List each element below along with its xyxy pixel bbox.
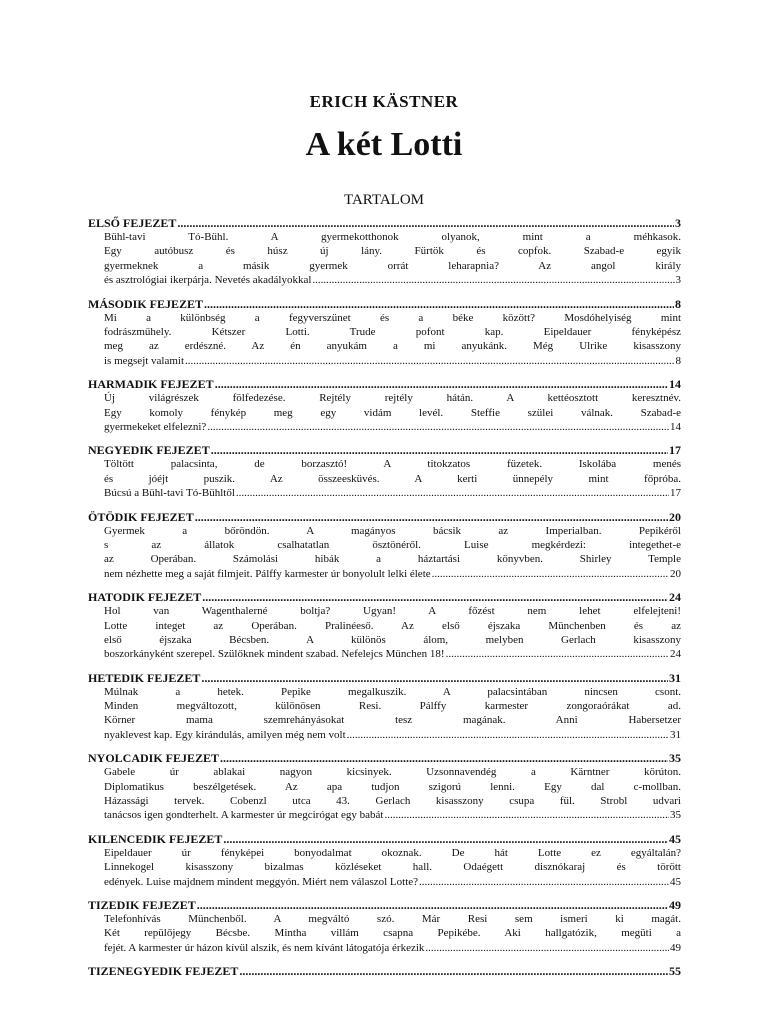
dot-leader	[385, 808, 670, 822]
dot-leader	[204, 297, 674, 311]
chapter-page-number: 24	[669, 590, 681, 605]
table-of-contents	[88, 216, 681, 987]
summary-last-line	[104, 273, 681, 287]
toc-chapter-entry	[88, 671, 681, 743]
summary-line: Egy autóbusz és húsz új lány. Fürtök és copfok. Szabad-e egyik	[104, 245, 681, 258]
summary-last-line	[104, 808, 681, 822]
summary-line-text: nem nézhette meg a saját filmjeit. Pálffy karmester úr bonyolult lelki élete	[104, 567, 431, 580]
chapter-summary	[104, 604, 681, 662]
summary-line: Gyermek a bőröndön. A magányos bácsik az Imperialban. Pepikéről	[104, 524, 681, 537]
dot-leader	[312, 273, 674, 287]
summary-line: Minden megváltozott, különösen Resi. Pálffy karmester zongoraórákat ad.	[104, 700, 681, 713]
chapter-title: HETEDIK FEJEZET	[88, 670, 201, 685]
chapter-summary	[104, 765, 681, 823]
chapter-page-number: 17	[669, 443, 681, 458]
toc-chapter-entry	[88, 297, 681, 369]
chapter-page-number: 55	[669, 964, 681, 979]
summary-last-line	[104, 728, 681, 742]
summary-line: Hol van Wagenthalerné boltja? Ugyan! A főzést nem lehet elfelejteni!	[104, 605, 681, 618]
summary-last-line	[104, 420, 681, 434]
summary-line: Lotte integet az Operában. Pralinéeső. Az első éjszaka Münchenben és az	[104, 619, 681, 632]
toc-chapter-entry	[88, 832, 681, 889]
chapter-page-number: 20	[669, 509, 681, 524]
toc-chapter-entry	[88, 964, 681, 978]
dot-leader	[223, 832, 668, 846]
chapter-heading-row[interactable]	[88, 832, 681, 846]
summary-line: Töltött palacsinta, de borzasztó! A titokzatos füzetek. Iskolába menés	[104, 458, 681, 471]
summary-line: Két repülőjegy Bécsbe. Mintha villám csapna Pepikébe. Aki hallgatózik, megüti a	[104, 927, 681, 940]
summary-line: első éjszaka Bécsben. A különös álom, melyben Gerlach kisasszony	[104, 633, 681, 646]
chapter-page-number: 45	[669, 831, 681, 846]
summary-line: Linnekogel kisasszony bizalmas közléseket hall. Odaégett disznókaraj és törött	[104, 861, 681, 874]
chapter-heading-row[interactable]	[88, 377, 681, 391]
dot-leader	[446, 647, 669, 661]
dot-leader	[425, 941, 669, 955]
summary-line: Múlnak a hetek. Pepike megalkuszik. A palacsintában nincsen csont.	[104, 685, 681, 698]
toc-chapter-entry	[88, 377, 681, 434]
toc-chapter-entry	[88, 216, 681, 288]
summary-line: Gabele úr ablakai nagyon kicsinyek. Uzsonnavendég a Kärntner körúton.	[104, 766, 681, 779]
chapter-summary	[104, 311, 681, 369]
toc-chapter-entry	[88, 590, 681, 662]
chapter-title: NYOLCADIK FEJEZET	[88, 751, 220, 766]
dot-leader	[432, 567, 669, 581]
summary-line: Bühl-tavi Tó-Bühl. A gyermekotthonok olyanok, mint a méhkasok.	[104, 231, 681, 243]
dot-leader	[239, 964, 668, 978]
dot-leader	[236, 486, 669, 500]
dot-leader	[197, 898, 668, 912]
summary-page-number: 8	[675, 354, 681, 367]
summary-line-text: nyaklevest kap. Egy kirándulás, amilyen még nem volt	[104, 728, 346, 741]
dot-leader	[215, 377, 668, 391]
chapter-summary	[104, 846, 681, 889]
chapter-title: HATODIK FEJEZET	[88, 590, 202, 605]
chapter-heading-row[interactable]	[88, 964, 681, 978]
author-name: ERICH KÄSTNER	[309, 92, 459, 111]
chapter-summary	[104, 524, 681, 582]
summary-line-text: edények. Luise majdnem mindent meggyón. Miért nem válaszol Lotte?	[104, 875, 419, 888]
summary-page-number: 35	[670, 809, 681, 822]
summary-last-line	[104, 486, 681, 500]
chapter-heading-row[interactable]	[88, 671, 681, 685]
chapter-title: HARMADIK FEJEZET	[88, 377, 214, 392]
summary-line-text: is megsejt valamit	[104, 354, 185, 367]
chapter-heading-row[interactable]	[88, 590, 681, 604]
summary-line: és jóéjt puszik. Az összeesküvés. A kerti ünnepély mint főpróba.	[104, 472, 681, 485]
summary-line: Új világrészek fölfedezése. Rejtély rejtély hátán. A kettéosztott keresztnév.	[104, 392, 681, 405]
summary-line-text: és asztrológiai ikerpárja. Nevetés akadályokkal	[104, 274, 312, 287]
summary-line: Telefonhívás Münchenből. A megváltó szó. Már Resi sem ismeri ki magát.	[104, 913, 681, 926]
dot-leader	[185, 354, 674, 368]
chapter-heading-row[interactable]	[88, 751, 681, 765]
summary-page-number: 31	[670, 728, 681, 741]
summary-page-number: 24	[670, 648, 681, 661]
dot-leader	[347, 728, 669, 742]
dot-leader	[177, 216, 674, 230]
summary-line: Diplomatikus beszélgetések. Az apa tudjon szigorú lenni. Egy dal c-mollban.	[104, 780, 681, 793]
toc-chapter-entry	[88, 898, 681, 955]
chapter-heading-row[interactable]	[88, 898, 681, 912]
toc-chapter-entry	[88, 751, 681, 823]
summary-line: Házassági tervek. Cobenzl utca 43. Gerlach kisasszony csupa fül. Strobl udvari	[104, 795, 681, 808]
summary-last-line	[104, 647, 681, 661]
summary-line: Egy komoly fénykép meg egy vidám levél. Steffie szülei válnak. Szabad-e	[104, 406, 681, 419]
chapter-title: ÖTÖDIK FEJEZET	[88, 509, 194, 524]
dot-leader	[220, 751, 668, 765]
chapter-title: TIZENEGYEDIK FEJEZET	[88, 964, 239, 979]
summary-last-line	[104, 875, 681, 889]
chapter-page-number: 31	[669, 670, 681, 685]
chapter-title: ELSŐ FEJEZET	[88, 216, 177, 230]
summary-line: meg az erdészné. Az én anyukám a mi anyukánk. Még Ulrike kisasszony	[104, 340, 681, 353]
chapter-summary	[104, 685, 681, 743]
summary-line: Körner mama szemrehányásokat tesz magának. Anni Habersetzer	[104, 714, 681, 727]
chapter-title: TIZEDIK FEJEZET	[88, 898, 196, 913]
summary-line-text: boszorkányként szerepel. Szülőknek mindent szabad. Nefelejcs München 18!	[104, 648, 445, 661]
summary-page-number: 3	[675, 274, 681, 287]
summary-line-text: tanácsos igen gondterhelt. A karmester úr megcirógat egy babát	[104, 809, 384, 822]
chapter-page-number: 3	[675, 216, 681, 230]
book-title: A két Lotti	[305, 126, 463, 163]
dot-leader	[202, 590, 668, 604]
chapter-title: NEGYEDIK FEJEZET	[88, 443, 210, 458]
toc-chapter-entry	[88, 510, 681, 582]
summary-line: s az állatok csalhatatlan ösztönéről. Luise megkérdezi: integethet-e	[104, 538, 681, 551]
summary-page-number: 49	[670, 941, 681, 954]
chapter-page-number: 35	[669, 751, 681, 766]
dot-leader	[201, 671, 668, 685]
chapter-page-number: 8	[675, 296, 681, 311]
summary-last-line	[104, 354, 681, 368]
summary-last-line	[104, 941, 681, 955]
summary-line: Mi a különbség a fegyverszünet és a béke között? Mosdóhelyiség mint	[104, 311, 681, 324]
summary-page-number: 14	[670, 420, 681, 433]
summary-line-text: gyermekeket elfelezni?	[104, 420, 207, 433]
chapter-summary	[104, 457, 681, 500]
summary-page-number: 17	[670, 487, 681, 500]
chapter-page-number: 49	[669, 898, 681, 913]
summary-line: Eipeldauer úr fényképei bonyodalmat okoznak. De hát Lotte ez egyáltalán?	[104, 846, 681, 859]
chapter-summary	[104, 391, 681, 434]
chapter-heading-row[interactable]	[88, 297, 681, 311]
summary-page-number: 20	[670, 567, 681, 580]
summary-last-line	[104, 567, 681, 581]
summary-line-text: fejét. A karmester úr házon kívül alszik, és nem kívánt látogatója érkezik	[104, 941, 425, 954]
toc-chapter-entry	[88, 443, 681, 500]
summary-line: az Operában. Számolási hibák a háztartási könyvben. Shirley Temple	[104, 553, 681, 566]
dot-leader	[207, 420, 669, 434]
dot-leader	[211, 443, 668, 457]
summary-line: gyermeknek a másik gyermek orrát leharapnia? Az angol király	[104, 259, 681, 272]
chapter-summary	[104, 230, 681, 288]
chapter-heading-row[interactable]	[88, 443, 681, 457]
chapter-heading-row[interactable]	[88, 216, 681, 230]
chapter-page-number: 14	[669, 377, 681, 392]
summary-line-text: Búcsú a Bühl-tavi Tó-Bühltől	[104, 487, 235, 500]
dot-leader	[419, 875, 669, 889]
chapter-title: MÁSODIK FEJEZET	[88, 296, 204, 311]
chapter-title: KILENCEDIK FEJEZET	[88, 831, 223, 846]
chapter-heading-row[interactable]	[88, 510, 681, 524]
chapter-summary	[104, 912, 681, 955]
dot-leader	[195, 510, 668, 524]
summary-line: fodrászműhely. Kétszer Lotti. Trude pofont kap. Eipeldauer fényképész	[104, 325, 681, 338]
toc-heading: TARTALOM	[343, 192, 425, 208]
summary-page-number: 45	[670, 875, 681, 888]
